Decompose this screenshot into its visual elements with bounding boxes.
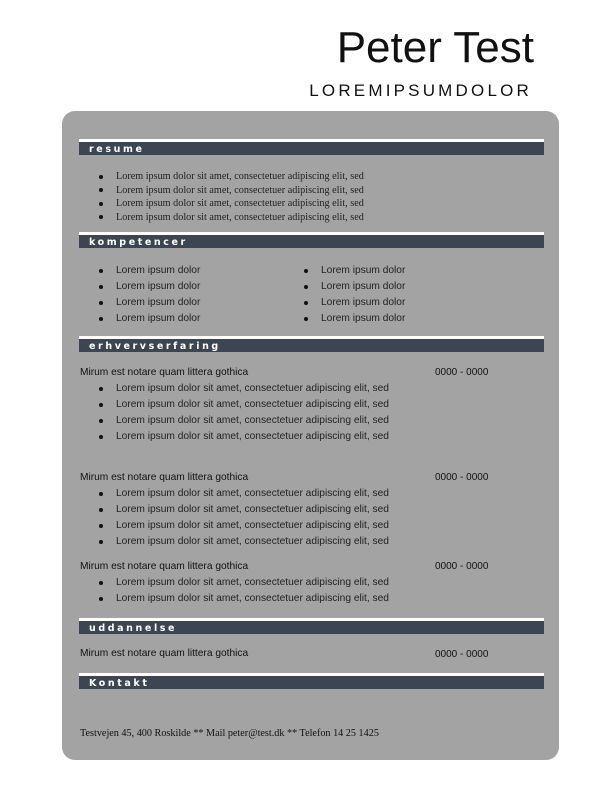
list-item: Lorem ipsum dolor sit amet, consectetuer adipiscing elit, sed [116, 575, 389, 591]
list-item: Lorem ipsum dolor [116, 311, 200, 327]
list-item: Lorem ipsum dolor [321, 279, 405, 295]
list-item: Lorem ipsum dolor [321, 311, 405, 327]
job-title: Mirum est notare quam littera gothica [80, 367, 249, 378]
job-duties-list [116, 575, 389, 607]
section-heading-uddannelse: uddannelse [79, 618, 544, 634]
section-heading-erhvervserfaring: erhvervserfaring [79, 336, 544, 352]
list-item: Lorem ipsum dolor [116, 295, 200, 311]
list-item: Lorem ipsum dolor sit amet, consectetuer adipiscing elit, sed [116, 429, 389, 445]
section-heading-kontakt: Kontakt [79, 673, 544, 689]
job-date: 0000 - 0000 [435, 367, 489, 378]
contact-info: Testvejen 45, 400 Roskilde ** Mail peter@test.dk ** Telefon 14 25 1425 [80, 728, 379, 739]
skills-list-left [116, 263, 200, 327]
list-item: Lorem ipsum dolor sit amet, consectetuer adipiscing elit, sed [116, 184, 364, 196]
skills-list-right [321, 263, 405, 327]
list-item: Lorem ipsum dolor sit amet, consectetuer adipiscing elit, sed [116, 518, 389, 534]
resume-list [116, 170, 364, 224]
list-item: Lorem ipsum dolor sit amet, consectetuer adipiscing elit, sed [116, 502, 389, 518]
list-item: Lorem ipsum dolor sit amet, consectetuer adipiscing elit, sed [116, 397, 389, 413]
list-item: Lorem ipsum dolor sit amet, consectetuer adipiscing elit, sed [116, 534, 389, 550]
list-item: Lorem ipsum dolor sit amet, consectetuer adipiscing elit, sed [116, 486, 389, 502]
job-duties-list [116, 486, 389, 550]
list-item: Lorem ipsum dolor [321, 295, 405, 311]
job-date: 0000 - 0000 [435, 561, 489, 572]
education-date: 0000 - 0000 [435, 649, 489, 660]
list-item: Lorem ipsum dolor sit amet, consectetuer adipiscing elit, sed [116, 381, 389, 397]
list-item: Lorem ipsum dolor [321, 263, 405, 279]
person-subtitle: LOREMIPSUMDOLOR [309, 81, 532, 100]
job-title: Mirum est notare quam littera gothica [80, 561, 249, 572]
education-title: Mirum est notare quam littera gothica [80, 648, 249, 659]
list-item: Lorem ipsum dolor [116, 263, 200, 279]
list-item: Lorem ipsum dolor sit amet, consectetuer adipiscing elit, sed [116, 171, 364, 182]
list-item: Lorem ipsum dolor sit amet, consectetuer adipiscing elit, sed [116, 591, 389, 607]
job-duties-list [116, 381, 389, 445]
list-item: Lorem ipsum dolor sit amet, consectetuer adipiscing elit, sed [116, 198, 364, 209]
list-item: Lorem ipsum dolor [116, 279, 200, 295]
section-heading-kompetencer: kompetencer [79, 232, 544, 248]
section-heading-resume: resume [79, 139, 544, 155]
job-date: 0000 - 0000 [435, 472, 489, 483]
list-item: Lorem ipsum dolor sit amet, consectetuer adipiscing elit, sed [116, 211, 364, 223]
list-item: Lorem ipsum dolor sit amet, consectetuer adipiscing elit, sed [116, 413, 389, 429]
job-title: Mirum est notare quam littera gothica [80, 472, 249, 483]
person-name: Peter Test [336, 23, 534, 72]
